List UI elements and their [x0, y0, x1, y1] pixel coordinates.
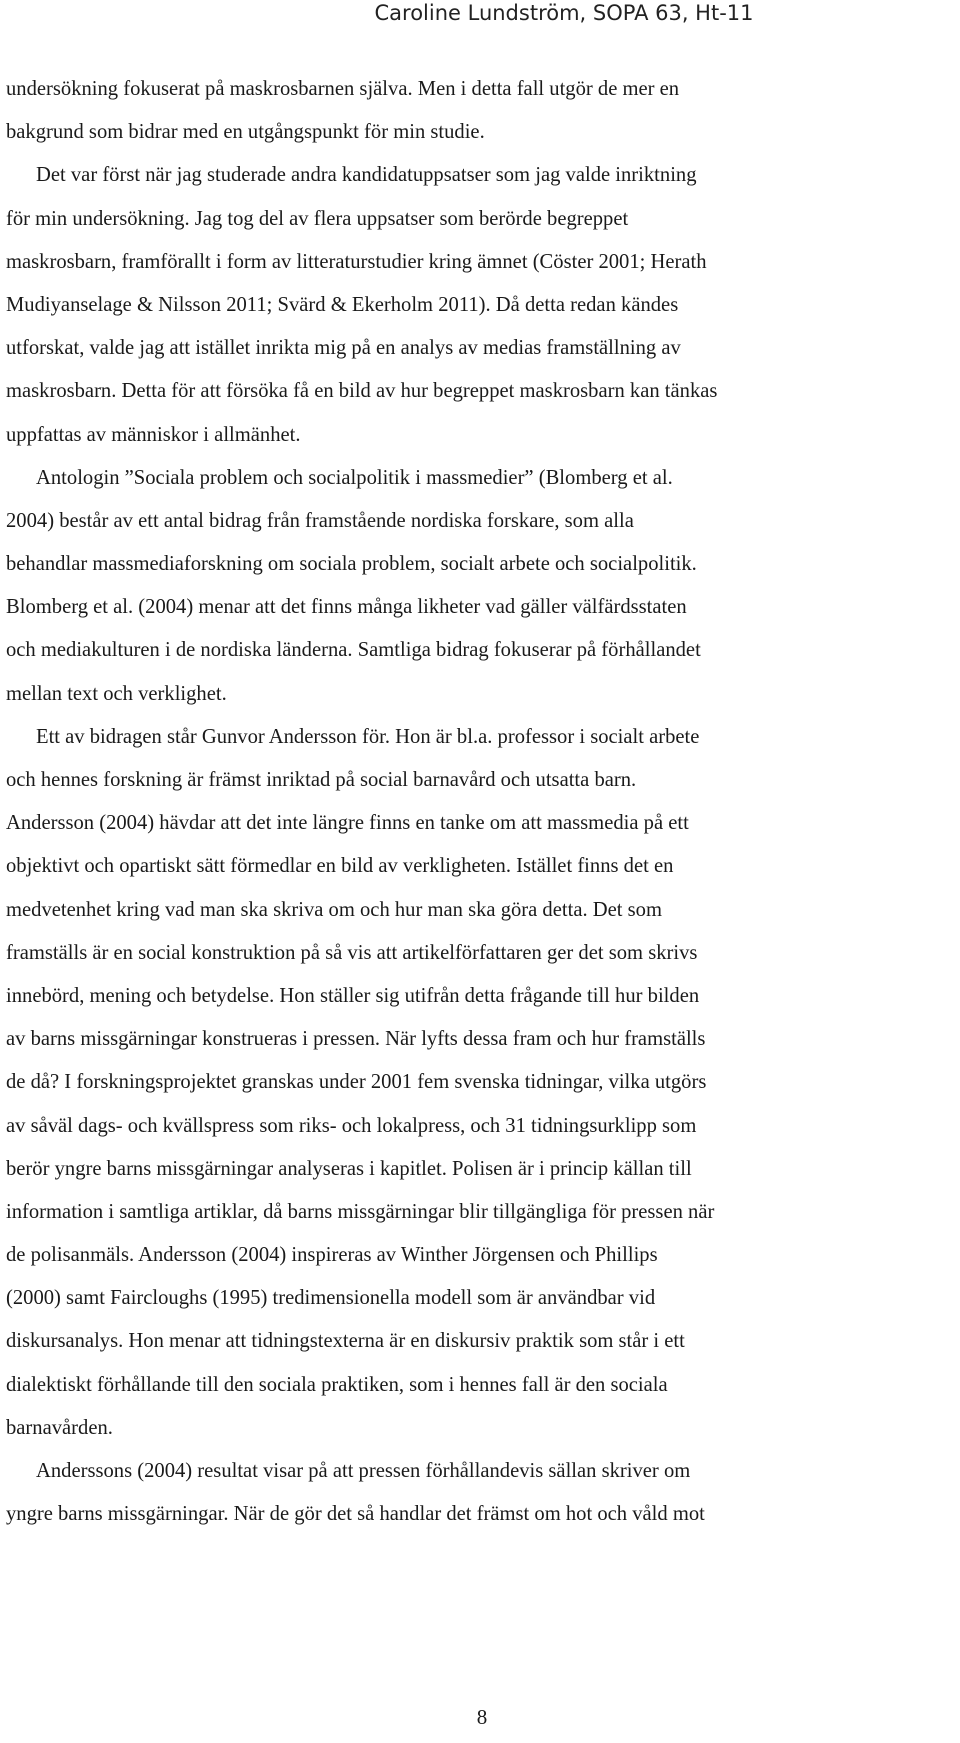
text-line: Det var först när jag studerade andra kandidatuppsatser som jag valde inriktning [36, 164, 697, 187]
text-line: diskursanalys. Hon menar att tidningstexterna är en diskursiv praktik som står i ett [6, 1330, 685, 1353]
text-line: undersökning fokuserat på maskrosbarnen själva. Men i detta fall utgör de mer en [6, 78, 680, 100]
text-line: för min undersökning. Jag tog del av flera uppsatser som berörde begreppet [6, 207, 629, 230]
running-head-text: Caroline Lundström, SOPA 63, Ht-11 [374, 1, 754, 25]
text-line: Mudiyanselage & Nilsson 2011; Svärd & Ekerholm 2011). Då detta redan kändes [6, 293, 679, 316]
text-line: medvetenhet kring vad man ska skriva om och hur man ska göra detta. Det som [6, 898, 662, 921]
text-line: barnavården. [6, 1416, 113, 1439]
text-line: innebörd, mening och betydelse. Hon ställer sig utifrån detta frågande till hur bilden [6, 984, 700, 1007]
text-line: yngre barns missgärningar. När de gör det så handlar det främst om hot och våld mot [6, 1503, 705, 1526]
text-line: de då? I forskningsprojektet granskas under 2001 fem svenska tidningar, vilka utgörs [6, 1071, 707, 1094]
text-line: berör yngre barns missgärningar analyseras i kapitlet. Polisen är i princip källan till [6, 1157, 692, 1180]
text-line: de polisanmäls. Andersson (2004) inspireras av Winther Jörgensen och Phillips [6, 1244, 658, 1267]
text-line: objektivt och opartiskt sätt förmedlar en bild av verkligheten. Istället finns det en [6, 855, 674, 878]
text-line: Anderssons (2004) resultat visar på att pressen förhållandevis sällan skriver om [36, 1460, 691, 1482]
page-footer [0, 1702, 960, 1732]
text-line: dialektiskt förhållande till den sociala praktiken, som i hennes fall är den sociala [6, 1373, 668, 1396]
text-line: Antologin ”Sociala problem och socialpolitik i massmedier” (Blomberg et al. [36, 466, 673, 489]
text-line: mellan text och verklighet. [6, 682, 227, 705]
text-line: Blomberg et al. (2004) menar att det finns många likheter vad gäller välfärdsstaten [6, 596, 687, 619]
text-line: behandlar massmediaforskning om sociala problem, socialt arbete och socialpolitik. [6, 553, 697, 576]
running-header [0, 0, 960, 40]
text-line: maskrosbarn, framförallt i form av litteraturstudier kring ämnet (Cöster 2001; Herath [6, 250, 707, 273]
text-line: bakgrund som bidrar med en utgångspunkt för min studie. [6, 121, 485, 144]
text-line: och mediakulturen i de nordiska länderna. Samtliga bidrag fokuserar på förhållandet [6, 639, 701, 662]
page-number: 8 [476, 1705, 488, 1729]
text-line: framställs är en social konstruktion på så vis att artikelförfattaren ger det som skrivs [6, 941, 698, 964]
text-line: utforskat, valde jag att istället inrikta mig på en analys av medias framställning av [6, 337, 681, 360]
text-line: information i samtliga artiklar, då barns missgärningar blir tillgängliga för pressen när [6, 1200, 715, 1223]
text-line: av såväl dags- och kvällspress som riks- och lokalpress, och 31 tidningsurklipp som [6, 1114, 697, 1137]
text-line: Andersson (2004) hävdar att det inte längre finns en tanke om att massmedia på ett [6, 812, 689, 835]
text-line: maskrosbarn. Detta för att försöka få en bild av hur begreppet maskrosbarn kan tänkas [6, 380, 718, 403]
text-line: och hennes forskning är främst inriktad på social barnavård och utsatta barn. [6, 769, 637, 791]
text-line: 2004) består av ett antal bidrag från framstående nordiska forskare, som alla [6, 509, 634, 532]
text-line: av barns missgärningar konstrueras i pressen. När lyfts dessa fram och hur framställs [6, 1028, 706, 1051]
text-line: Ett av bidragen står Gunvor Andersson för. Hon är bl.a. professor i socialt arbete [36, 725, 700, 748]
text-line: (2000) samt Faircloughs (1995) tredimensionella modell som är användbar vid [6, 1287, 656, 1310]
text-line: uppfattas av människor i allmänhet. [6, 423, 301, 446]
body-text [6, 68, 956, 1536]
